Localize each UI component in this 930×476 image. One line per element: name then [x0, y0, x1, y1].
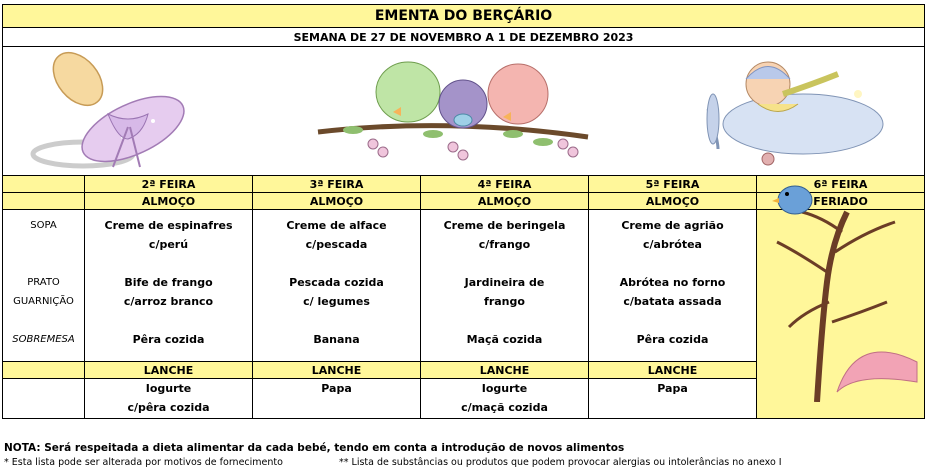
corner-cell	[3, 176, 85, 193]
soup-line-2: c/abrótea	[643, 238, 702, 251]
soup-line-1: Creme de alface	[286, 219, 387, 232]
main-line-2: c/batata assada	[623, 295, 722, 308]
snack-day-4	[589, 379, 757, 419]
soup-line-1: Creme de agrião	[621, 219, 724, 232]
main-line-1: Jardineira de	[464, 276, 545, 289]
snack-line-2	[589, 398, 756, 417]
notes-section	[4, 440, 782, 470]
soup-line-2: c/pescada	[305, 238, 368, 251]
day-header-1: 2ª FEIRA	[85, 176, 253, 193]
dessert: Pêra cozida	[636, 333, 709, 346]
snack-line-1: Papa	[321, 382, 352, 395]
tree-with-bird-image	[757, 172, 923, 402]
day-header-4: 5ª FEIRA	[589, 176, 757, 193]
main-line-2: frango	[484, 295, 525, 308]
lunch-day-1	[85, 210, 253, 362]
meal-label-2: ALMOÇO	[253, 193, 421, 210]
snack-line-1: Iogurte	[145, 382, 192, 395]
snack-label-1: LANCHE	[85, 362, 253, 379]
dessert: Banana	[313, 333, 360, 346]
label-sopa: SOPA	[30, 220, 57, 231]
birds-on-branch-image	[313, 52, 593, 172]
snack-line-2	[253, 398, 420, 417]
main-line-1: Abrótea no forno	[619, 276, 726, 289]
corner-cell-2	[3, 193, 85, 210]
soup-line-2: c/frango	[478, 238, 531, 251]
label-prato: PRATO	[27, 277, 60, 288]
snack-label-empty	[3, 379, 85, 419]
menu-table	[2, 4, 925, 419]
note-main: NOTA: Será respeitada a dieta alimentar da cada bebé, tendo em conta a introdução de novos alimentos	[4, 442, 625, 454]
menu-title: EMENTA DO BERÇÁRIO	[3, 5, 925, 28]
snack-line-2: c/pêra cozida	[127, 401, 210, 414]
meal-label-3: ALMOÇO	[421, 193, 589, 210]
meal-label-4: ALMOÇO	[589, 193, 757, 210]
main-line-1: Pescada cozida	[289, 276, 384, 289]
corner-cell-3	[3, 362, 85, 379]
main-line-1: Bife de frango	[124, 276, 213, 289]
day-header-5: 6ª FEIRA	[757, 176, 925, 193]
note-supply: * Esta lista pode ser alterada por motivos de fornecimento	[4, 457, 283, 468]
holiday-column	[757, 210, 925, 419]
notes-footer	[4, 456, 782, 470]
snack-line-2: c/maçã cozida	[461, 401, 548, 414]
soup-line-1: Creme de beringela	[443, 219, 566, 232]
snack-day-2	[253, 379, 421, 419]
day-header-2: 3ª FEIRA	[253, 176, 421, 193]
week-subtitle: SEMANA DE 27 DE NOVEMBRO A 1 DE DEZEMBRO 2023	[3, 28, 925, 47]
snack-label-4: LANCHE	[589, 362, 757, 379]
snack-line-1: Papa	[657, 382, 688, 395]
lunch-day-3	[421, 210, 589, 362]
menu-table-wrapper	[2, 4, 924, 419]
meal-label-5: FERIADO	[757, 193, 925, 210]
pacifier-image	[28, 49, 198, 174]
snack-label-2: LANCHE	[253, 362, 421, 379]
label-guarnicao: GUARNIÇÃO	[13, 296, 74, 307]
label-sobremesa: SOBREMESA	[12, 334, 75, 345]
soup-line-2: c/perú	[148, 238, 189, 251]
note-allergens: ** Lista de substâncias ou produtos que podem provocar alergias ou intolerâncias no anexo I	[339, 457, 782, 468]
lunch-day-4	[589, 210, 757, 362]
baby-airplane-image	[698, 49, 898, 174]
main-line-2: c/arroz branco	[123, 295, 214, 308]
day-header-3: 4ª FEIRA	[421, 176, 589, 193]
snack-day-3	[421, 379, 589, 419]
meal-label-1: ALMOÇO	[85, 193, 253, 210]
snack-day-1	[85, 379, 253, 419]
snack-line-1: Iogurte	[481, 382, 528, 395]
main-line-2: c/ legumes	[303, 295, 370, 308]
soup-line-1: Creme de espinafres	[104, 219, 233, 232]
dessert: Pêra cozida	[132, 333, 205, 346]
dessert: Maçã cozida	[466, 333, 543, 346]
row-labels	[3, 210, 85, 362]
lunch-day-2	[253, 210, 421, 362]
illustrations-row	[3, 47, 925, 176]
snack-label-3: LANCHE	[421, 362, 589, 379]
